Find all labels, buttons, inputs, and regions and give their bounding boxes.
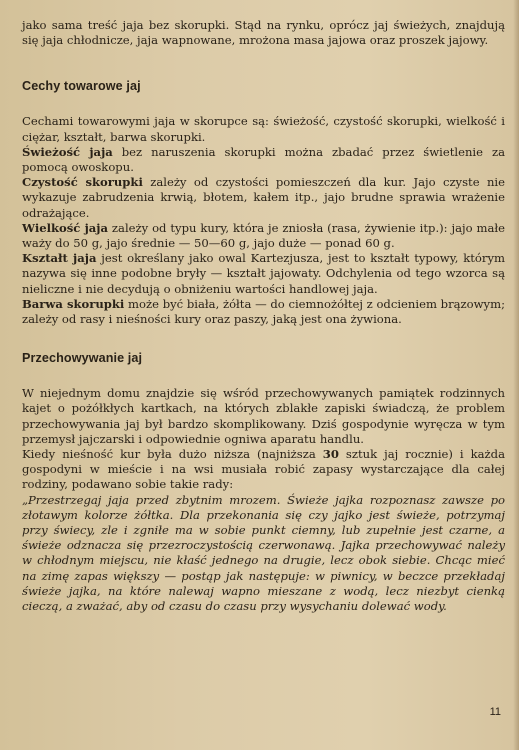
section1-intro: Cechami towarowymi jaja w skorupce są: świeżość, czystość skorupki, wielkość i ciężar, kształt, barwa skorupki. — [22, 114, 505, 144]
storage-p2-part1: Kiedy nieśność kur była dużo niższa (najniższa — [22, 447, 323, 462]
feature-item-freshness — [22, 145, 505, 175]
storage-paragraph-1: W niejednym domu znajdzie się wśród przechowywanych pamiątek rodzinnych kajet o pożółkłych kartkach, na których zblakłe zapiski świadczą, że problem przechowywania jaj był bardzo skomplikowany. Dziś gospodynie wyręcza w tym przemysł jajczarski i odpowiednie ogniwa aparatu handlu. — [22, 386, 505, 446]
desc-size: zależy od typu kury, która je zniosła (rasa, żywienie itp.): jajo małe waży do 50 g, jajo średnie — 50—60 g, jajo duże — ponad 60 g. — [22, 220, 505, 251]
storage-p2-number: 30 — [322, 447, 339, 462]
page-number: 11 — [489, 706, 501, 718]
feature-item-size — [22, 221, 505, 251]
section-heading-cechy: Cechy towarowe jaj — [22, 79, 141, 94]
term-size: Wielkość jaja — [22, 220, 109, 235]
feature-item-cleanliness — [22, 175, 505, 221]
feature-item-shape — [22, 251, 505, 297]
storage-paragraph-2 — [22, 447, 505, 493]
term-color: Barwa skorupki — [22, 296, 125, 311]
term-shape: Kształt jaja — [22, 251, 97, 266]
feature-item-color — [22, 297, 505, 327]
desc-freshness: bez naruszenia skorupki można zbadać przez świetlenie za pomocą owoskopu. — [22, 144, 505, 175]
desc-color: może być biała, żółta — do ciemnożółtej z odcieniem brązowym; zależy od rasy i nieśności kury oraz paszy, jaką jest ona żywiona. — [22, 296, 505, 327]
storage-p2-part2: sztuk jaj rocznie) i każda gospodyni w mieście i na wsi musiała robić zapasy wystarczające dla całej rodziny, podawano sobie takie rady: — [22, 447, 506, 492]
intro-paragraph: jako sama treść jaja bez skorupki. Stąd na rynku, oprócz jaj świeżych, znajdują się jaja chłodnicze, jaja wapnowane, mrożona masa jajowa oraz proszek jajowy. — [22, 18, 505, 48]
section-heading-przechowywanie: Przechowywanie jaj — [22, 351, 143, 366]
term-cleanliness: Czystość skorupki — [22, 175, 143, 190]
desc-shape: jest określany jako owal Kartezjusza, jest to kształt typowy, którym nazywa się inne podobne bryły — kształt jajowaty. Odchylenia od tego wzorca są nieliczne i nie decydują o obniżeniu wartości handlowej jaja. — [22, 251, 505, 296]
term-freshness: Świeżość jaja — [22, 144, 113, 159]
storage-quote: „Przestrzegaj jaja przed zbytnim mrozem. Świeże jajka rozpoznasz zawsze po złotawym kolorze żółtka. Dla przekonania się czy jajko jest świeże, potrzymaj przy świecy, zle i zgniłe ma w sobie punkt ciemny, lub zupełnie jest czarne, a świeże odznacza się przezroczystością czerwonawą. Jajka przechowywać należy w chłodnym miejscu, nie kłaść jednego na drugie, lecz obok siebie. Chcąc mieć na zimę zapas większy — postąp jak następuje: w piwnicy, w beczce przekładaj świeże jajka, na które nalewaj wapno mieszane z wodą, lecz niezbyt cienką cieczą, a zważać, aby od czasu do czasu przy wysychaniu dolewać wody. — [22, 492, 505, 614]
desc-cleanliness: zależy od czystości pomieszczeń dla kur. Jajo czyste nie wykazuje zabrudzenia krwią, błotem, kałem itp., jajo brudne sprawia wrażenie odrażające. — [22, 175, 505, 220]
